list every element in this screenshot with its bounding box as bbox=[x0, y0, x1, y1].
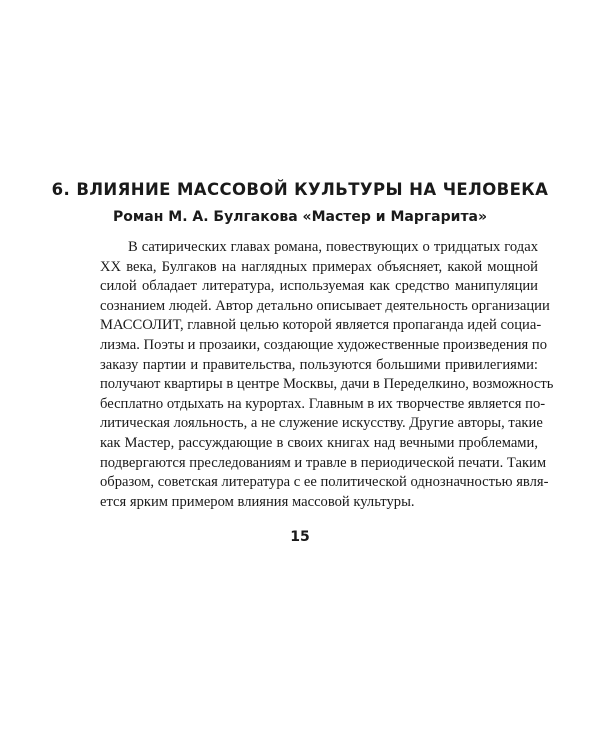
text-line: МАССОЛИТ, главной целью которой является пропаганда идей социа- bbox=[100, 317, 542, 334]
text-line: заказу партии и правительства, пользуются большими привилегиями: bbox=[100, 356, 538, 373]
text-line: В сатирических главах романа, повествующих о тридцатых годах bbox=[128, 239, 538, 255]
text-line: образом, советская литература с ее политической однозначностью явля- bbox=[100, 474, 549, 491]
text-line: сознанием людей. Автор детально описывает деятельность организации bbox=[100, 297, 550, 314]
chapter-subtitle: Роман М. А. Булгакова «Мастер и Маргарита» bbox=[112, 209, 488, 225]
text-line: силой обладает литература, используемая как средство манипуляции bbox=[100, 278, 538, 295]
text-line: получают квартиры в центре Москвы, дачи в Переделкино, возможность bbox=[100, 376, 554, 393]
text-line: литическая лояльность, а не служение искусству. Другие авторы, такие bbox=[100, 415, 543, 432]
text-line: лизма. Поэты и прозаики, создающие художественные произведения по bbox=[100, 336, 547, 353]
text-line: ется ярким примером влияния массовой культуры. bbox=[100, 493, 415, 510]
text-line: как Мастер, рассуждающие в своих книгах над вечными проблемами, bbox=[100, 434, 538, 451]
text-line: подвергаются преследованиям и травле в периодической печати. Таким bbox=[100, 454, 547, 471]
page-number: 15 bbox=[290, 529, 310, 545]
text-line: бесплатно отдыхать на курортах. Главным в их творчестве является по- bbox=[100, 395, 546, 412]
body-paragraph bbox=[100, 238, 554, 512]
chapter-title: 6. ВЛИЯНИЕ МАССОВОЙ КУЛЬТУРЫ НА ЧЕЛОВЕКА bbox=[51, 180, 549, 199]
text-line: XX века, Булгаков на наглядных примерах объясняет, какой мощной bbox=[100, 258, 538, 275]
